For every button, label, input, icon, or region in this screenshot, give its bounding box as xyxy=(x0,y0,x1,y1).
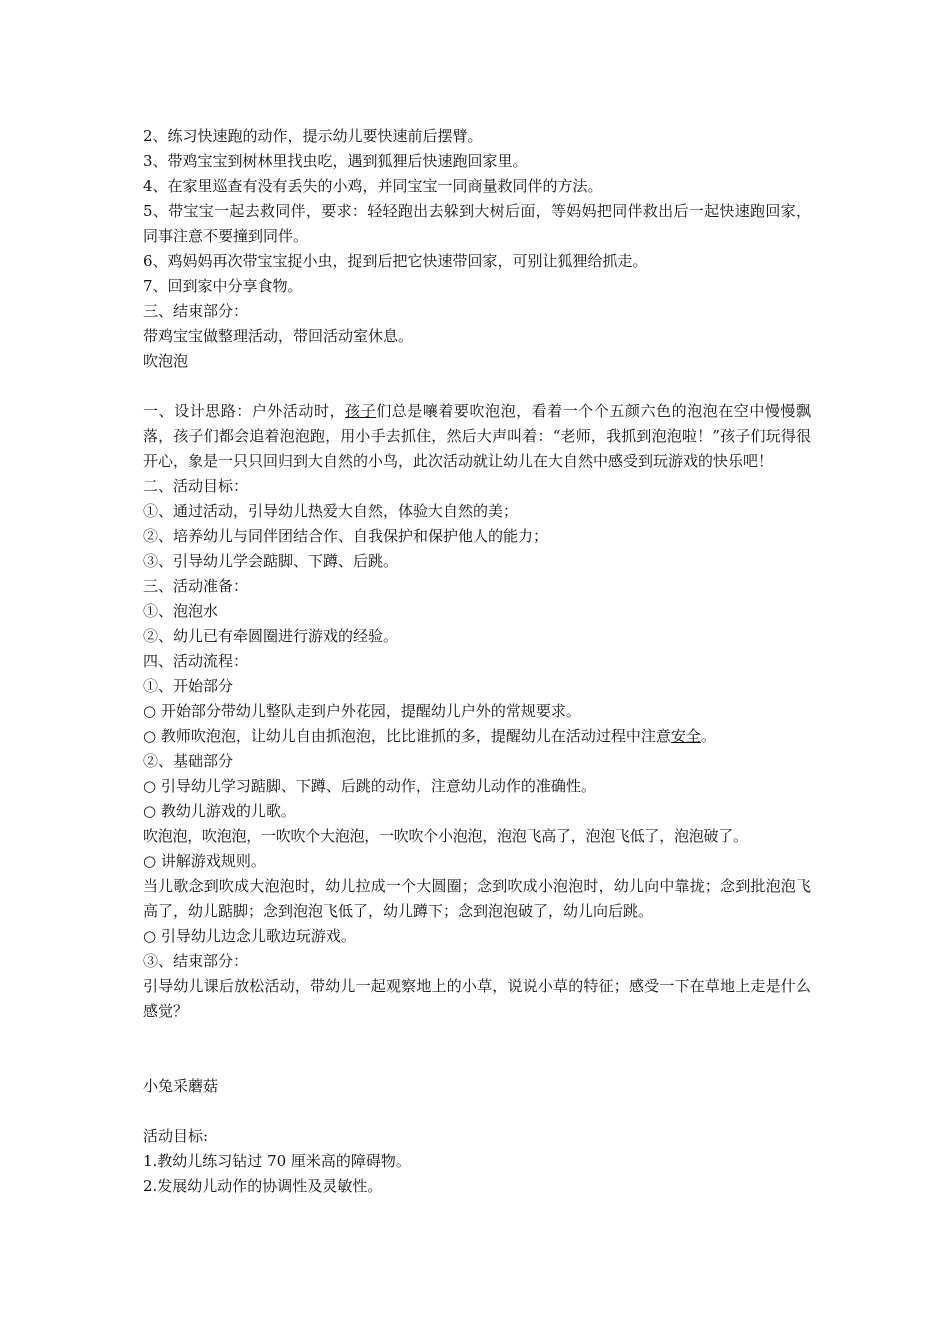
paragraph-rescue: 5、带宝宝一起去救同伴，要求：轻轻跑出去躲到大树后面，等妈妈把同伴救出后一起快速跑回家，同事注意不要撞到同伴。 xyxy=(143,202,811,245)
text-line: ②、培养幼儿与同伴团结合作、自我保护和保护他人的能力； xyxy=(143,527,549,545)
text-line: 3、带鸡宝宝到树林里找虫吃，遇到狐狸后快速跑回家里。 xyxy=(143,152,528,170)
section-heading: 四、活动流程： xyxy=(143,652,249,670)
text-line: ①、通过活动，引导幼儿热爱大自然，体验大自然的美； xyxy=(143,502,519,520)
activity-title: 吹泡泡 xyxy=(143,352,189,370)
section-heading: 二、活动目标： xyxy=(143,477,249,495)
text-line: 带鸡宝宝做整理活动，带回活动室休息。 xyxy=(143,327,414,345)
text-line: ②、幼儿已有牵圆圈进行游戏的经验。 xyxy=(143,627,399,645)
text-line: ③、结束部分： xyxy=(143,952,249,970)
paragraph-design xyxy=(143,399,811,474)
blank-line xyxy=(143,374,811,399)
design-text: 们总是嚷着要吹泡泡，看着一个个五颜六色的泡泡在空中慢慢飘落，孩子们都会追着泡泡跑，用小手去抓住，然后大声叫着：“老师，我抓到泡泡啦！”孩子们玩得很开心，象是一只只回归到大自然的小鸟，此次活动就让幼儿在大自然中感受到玩游戏的快乐吧！ xyxy=(143,402,811,470)
document-page xyxy=(143,124,811,1199)
safety-link[interactable]: 安全 xyxy=(670,727,701,745)
blank-line xyxy=(143,1024,811,1049)
text-line: 7、回到家中分享食物。 xyxy=(143,277,303,295)
section-heading: 三、结束部分： xyxy=(143,302,249,320)
section-heading: 三、活动准备： xyxy=(143,577,249,595)
text-line: ○ 讲解游戏规则。 xyxy=(143,852,266,870)
section-heading: 活动目标: xyxy=(143,1127,209,1145)
text-line: 1.教幼儿练习钻过 70 厘米高的障碍物。 xyxy=(143,1152,411,1170)
blank-line xyxy=(143,1099,811,1124)
rhyme-line: 吹泡泡，吹泡泡，一吹吹个大泡泡，一吹吹个小泡泡，泡泡飞高了，泡泡飞低了，泡泡破了。 xyxy=(143,827,748,845)
text-line: 6、鸡妈妈再次带宝宝捉小虫，捉到后把它快速带回家，可别让狐狸给抓走。 xyxy=(143,252,648,270)
text-line: ②、基础部分 xyxy=(143,752,234,770)
text-line: ○ 开始部分带幼儿整队走到户外花园，提醒幼儿户外的常规要求。 xyxy=(143,702,581,720)
text-line: ○ 引导幼儿边念儿歌边玩游戏。 xyxy=(143,927,356,945)
activity-title: 小兔采蘑菇 xyxy=(143,1077,219,1095)
text-line: ①、开始部分 xyxy=(143,677,234,695)
child-link[interactable]: 孩子 xyxy=(345,402,377,420)
text-line: ③、引导幼儿学会踮脚、下蹲、后跳。 xyxy=(143,552,399,570)
safety-text: ○ 教师吹泡泡，让幼儿自由抓泡泡，比比谁抓的多，提醒幼儿在活动过程中注意 xyxy=(143,727,671,745)
text-line: 4、在家里巡查有没有丢失的小鸡，并同宝宝一同商量救同伴的方法。 xyxy=(143,177,603,195)
text-line: 2.发展幼儿动作的协调性及灵敏性。 xyxy=(143,1177,383,1195)
paragraph-rules: 当儿歌念到吹成大泡泡时，幼儿拉成一个大圆圈；念到吹成小泡泡时，幼儿向中靠拢；念到批泡泡飞高了，幼儿踮脚；念到泡泡飞低了，幼儿蹲下；念到泡泡破了，幼儿向后跳。 xyxy=(143,877,811,920)
paragraph-ending: 引导幼儿课后放松活动，带幼儿一起观察地上的小草，说说小草的特征；感受一下在草地上走是什么感觉？ xyxy=(143,977,811,1020)
text-line: ①、泡泡水 xyxy=(143,602,219,620)
blank-line xyxy=(143,1049,811,1074)
safety-text: 。 xyxy=(700,727,716,745)
design-text: 一、设计思路：户外活动时， xyxy=(143,402,346,420)
text-line: 2、练习快速跑的动作，提示幼儿要快速前后摆臂。 xyxy=(143,127,483,145)
text-line xyxy=(143,724,811,749)
text-line: ○ 引导幼儿学习踮脚、下蹲、后跳的动作，注意幼儿动作的准确性。 xyxy=(143,777,596,795)
text-line: ○ 教幼儿游戏的儿歌。 xyxy=(143,802,296,820)
